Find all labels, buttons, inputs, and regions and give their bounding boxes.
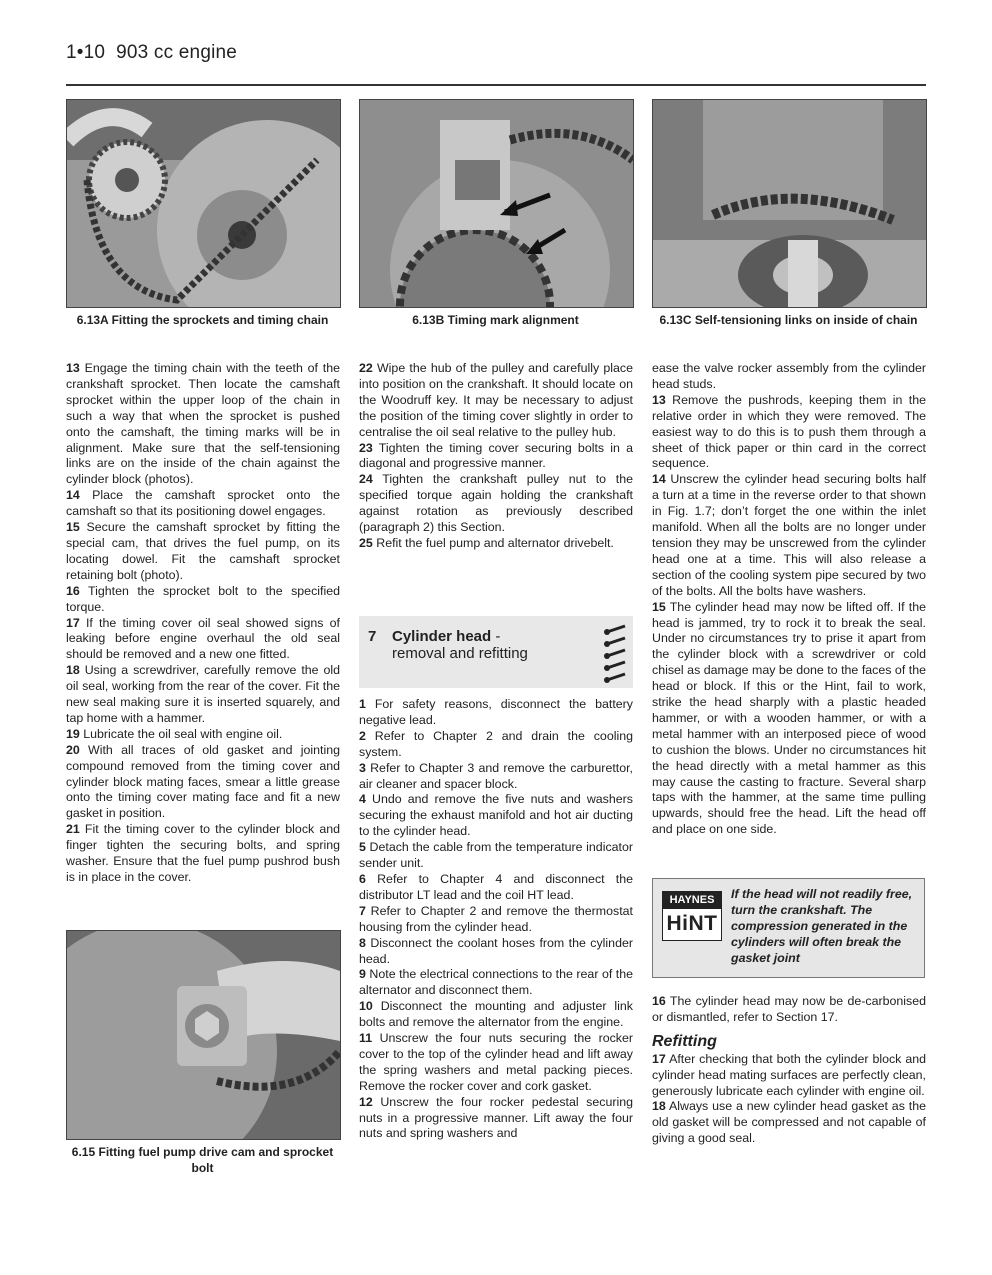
paragraph-number: 3 [359,760,366,775]
col2a-paragraph [359,536,633,552]
paragraph-number: 16 [66,583,80,598]
col2b-paragraph [359,872,633,904]
col2b-paragraph [359,792,633,840]
col2b-paragraph [359,1095,633,1143]
paragraph-text: Disconnect the mounting and adjuster link bolts and remove the alternator from the engine. [359,999,633,1030]
section-number: 7 [368,628,377,645]
paragraph-text: Refit the fuel pump and alternator drivebelt. [376,535,614,550]
page-header [66,42,237,64]
hint-logo-top: HAYNES [663,892,721,909]
paragraph-number: 6 [359,871,366,886]
paragraph-number: 17 [66,615,80,630]
paragraph-number: 18 [66,663,80,678]
text-column-2-bottom [359,697,633,1142]
text-column-2-top [359,361,633,552]
paragraph-text: The cylinder head may now be de-carbonised or dismantled, refer to Section 17. [652,994,927,1024]
photo-caption-6-13a: 6.13A Fitting the sprockets and timing chain [76,313,329,327]
col2b-paragraph [359,904,633,936]
text-column-3-top [652,361,926,838]
haynes-hint-box [652,878,925,978]
paragraph-text: Disconnect the coolant hoses from the cylinder head. [359,935,633,966]
col3b-paragraph [652,994,926,1026]
header-rule [66,84,926,86]
paragraph-text: For safety reasons, disconnect the battery negative lead. [359,697,633,727]
col1-paragraph [66,663,340,727]
col2b-paragraph [359,761,633,793]
col3a-paragraph [652,472,926,599]
col3a-paragraph [652,600,926,839]
section-heading-box [359,616,633,688]
section-title [392,628,500,646]
col2b-paragraph [359,1031,633,1095]
paragraph-text: The cylinder head may now be lifted off. If the head is jammed, try to rock it to break the seal. Under no circumstances try to prise it apart from the cylinder block with a screwdriver or cold chisel as damage may be done to the faces of the head or block. If this or the Hint, fail to work, strike the head sharply with a plastic headed hammer, or with a wooden hammer, or with a metal hammer with an interposed piece of wood to cushion the blows. Under no circumstances hit the head directly with a metal hammer as this may cause the casting to fracture. Several sharp taps with the hammer, at the same time pulling upwards, should free the head. Lift the head off and place on one side. [652,599,926,837]
paragraph-number: 22 [359,361,373,375]
paragraph-number: 8 [359,935,366,950]
paragraph-number: 10 [359,999,373,1014]
text-column-3-bottom [652,994,926,1147]
paragraph-number: 1 [359,697,366,711]
paragraph-text: Using a screwdriver, carefully remove the old oil seal, working from the rear of the cover. Fit the new seal making sure it is inserted squarely, and tap home with a hammer. [66,663,340,725]
paragraph-number: 5 [359,840,366,855]
col2b-paragraph [359,840,633,872]
photo-fuel-pump-drive-cam [66,930,341,1140]
section-title-dash: - [491,628,501,645]
col2b-paragraph [359,729,633,761]
paragraph-text: Refer to Chapter 2 and remove the thermostat housing from the cylinder head. [359,903,633,934]
col1-paragraph [66,584,340,616]
paragraph-text: Refer to Chapter 4 and disconnect the distributor LT lead and the coil HT lead. [359,871,633,902]
paragraph-number: 19 [66,726,80,741]
paragraph-number: 20 [66,742,80,757]
paragraph-number: 21 [66,822,80,837]
col1-paragraph [66,616,340,664]
paragraph-text: Always use a new cylinder head gasket as the old gasket will be compressed and not capable of giving a good seal. [652,1099,926,1146]
paragraph-number: 4 [359,792,366,807]
col2b-paragraph [359,936,633,968]
paragraph-number: 14 [66,488,80,503]
photo-caption-6-13c: 6.13C Self-tensioning links on inside of chain [659,313,918,327]
col2a-paragraph [359,361,633,441]
paragraph-text: Remove the pushrods, keeping them in the relative order in which they were removed. The easiest way to do this is to push them through a sheet of thick paper or thin card in the correct sequence. [652,392,926,471]
paragraph-text: Undo and remove the five nuts and washers securing the exhaust manifold and hot air ducting to the cylinder head. [359,792,633,839]
paragraph-text: Tighten the sprocket bolt to the specified torque. [66,583,341,614]
paragraph-text: Unscrew the four nuts securing the rocker cover to the top of the cylinder head and lift away the spring washers and metal packing pieces. Remove the rocker cover and cork gasket. [359,1031,633,1093]
paragraph-number: 18 [652,1099,666,1114]
photo-caption-6-13b: 6.13B Timing mark alignment [412,313,579,327]
paragraph-number: 17 [652,1051,666,1066]
section-subtitle: removal and refitting [392,645,528,662]
chapter-title: 903 cc engine [116,42,238,63]
col3a-paragraph [652,393,926,473]
photo-caption-6-15: 6.15 Fitting fuel pump drive cam and sprocket bolt [71,1145,334,1175]
paragraph-text: Engage the timing chain with the teeth of the crankshaft sprocket. Then locate the camshaft sprocket within the upper loop of the chain in such a way that when the sprocket is pushed onto the camshaft, the timing marks will be in alignment. Make sure that the self-tensioning links are on the inside of the chain against the cylinder block (photos). [66,361,340,487]
text-column-1 [66,361,340,886]
col2a-paragraph [359,472,633,536]
paragraph-text: If the timing cover oil seal showed signs of leaking before engine overhaul the old seal should be removed and a new one fitted. [66,615,340,662]
col3c-paragraph [652,1099,926,1147]
paragraph-number: 13 [66,361,80,375]
page-ref: 1•10 [66,42,106,63]
col1-paragraph [66,727,340,743]
col2b-paragraph [359,697,633,729]
photo-self-tensioning-links [652,99,927,308]
col2b-paragraph [359,967,633,999]
paragraph-text: After checking that both the cylinder block and cylinder head mating surfaces are perfectly clean, generously lubricate each cylinder with engine oil. [652,1051,926,1098]
paragraph-number: 12 [359,1094,373,1109]
hint-text: If the head will not readily free, turn the crankshaft. The compression generated in the cylinders will often break the gasket joint [731,887,913,965]
paragraph-text: Unscrew the cylinder head securing bolts half a turn at a time in the reverse order to that shown in Fig. 1.7; don’t forget the one within the inlet manifold. When all the bolts are no longer under tension they may be unscrewed from the cylinder head one at a time. This will also release a section of the cooling system pipe secured by two of the bolts. All the bolts have washers. [652,472,926,598]
paragraph-text: Refer to Chapter 2 and drain the cooling system. [359,728,633,759]
paragraph-text: Tighten the timing cover securing bolts in a diagonal and progressive manner. [359,440,634,471]
paragraph-text: Lubricate the oil seal with engine oil. [83,726,283,741]
paragraph-text: Place the camshaft sprocket onto the camshaft so that its positioning dowel engages. [66,488,340,519]
paragraph-text: ease the valve rocker assembly from the cylinder head studs. [652,361,926,391]
col2b-paragraph [359,999,633,1031]
col1-paragraph [66,822,340,886]
col1-paragraph [66,520,340,584]
paragraph-number: 15 [652,599,666,614]
col2a-paragraph [359,441,633,473]
paragraph-number: 24 [359,472,373,487]
haynes-hint-logo [662,891,722,941]
difficulty-spanners-icon [603,622,629,684]
paragraph-number: 16 [652,994,666,1008]
paragraph-number: 23 [359,440,373,455]
paragraph-number: 13 [652,392,666,407]
paragraph-number: 25 [359,535,373,550]
paragraph-text: Secure the camshaft sprocket by fitting the special cam, that drives the fuel pump, on its locating dowel. Fit the camshaft sprocket retaining bolt (photo). [66,520,340,582]
refitting-heading: Refitting [652,1032,717,1050]
paragraph-text: Refer to Chapter 3 and remove the carburettor, air cleaner and spacer block. [359,760,633,791]
col1-paragraph [66,743,340,823]
paragraph-text: Unscrew the four rocker pedestal securing nuts in a progressive manner. Lift away the four nuts and spring washers and [359,1094,633,1141]
paragraph-number: 9 [359,967,366,982]
paragraph-number: 15 [66,520,80,535]
paragraph-text: Fit the timing cover to the cylinder block and finger tighten the securing bolts, and spring washer. Ensure that the fuel pump pushrod bush is in place in the cover. [66,822,341,884]
col3a-paragraph [652,361,926,393]
paragraph-number: 14 [652,472,666,487]
paragraph-text: Tighten the crankshaft pulley nut to the specified torque again holding the crankshaft against rotation as previously described (paragraph 2) this Section. [359,472,633,535]
paragraph-text: With all traces of old gasket and jointing compound removed from the timing cover and cylinder block mating faces, smear a little grease onto the timing cover mating face and fit a new gasket in position. [66,742,340,821]
col1-paragraph [66,361,340,488]
paragraph-number: 2 [359,728,366,743]
hint-logo-bottom: HiNT [666,912,718,935]
paragraph-text: Wipe the hub of the pulley and carefully place into position on the crankshaft. It should locate on the Woodruff key. It may be necessary to adjust the position of the timing cover slightly in order to centralise the oil seal relative to the pulley hub. [359,361,633,439]
col3c-paragraph [652,1052,926,1100]
photo-timing-mark-alignment [359,99,634,308]
section-title-main: Cylinder head [392,628,492,645]
photo-sprockets-timing-chain [66,99,341,308]
paragraph-text: Detach the cable from the temperature indicator sender unit. [359,840,633,871]
col1-paragraph [66,488,340,520]
paragraph-text: Note the electrical connections to the rear of the alternator and disconnect them. [359,967,634,998]
paragraph-number: 7 [359,903,366,918]
paragraph-number: 11 [359,1031,373,1046]
